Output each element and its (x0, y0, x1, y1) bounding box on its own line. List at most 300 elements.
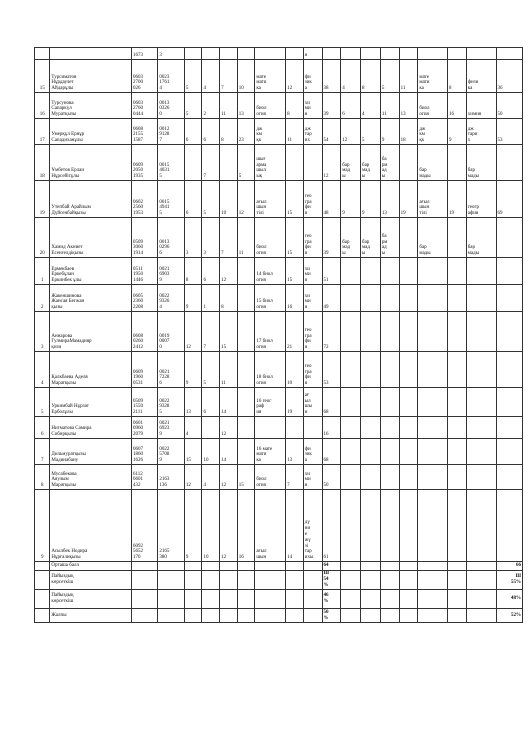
profile-score-1: 7 (286, 465, 304, 490)
total-score: 68 (322, 388, 341, 417)
student-name: Қалкбаева Аделя Маратқызы (50, 352, 132, 388)
score-cell: 5 (202, 181, 220, 218)
empty-cell (131, 590, 157, 609)
profile-subject-1: бар мады (418, 145, 448, 181)
score-cell (237, 48, 255, 60)
score-cell (341, 258, 361, 285)
profile-subject-1: 14 биол огия (255, 258, 286, 285)
empty-cell (448, 590, 467, 609)
score-cell (361, 48, 381, 60)
score-cell: 13 (237, 93, 255, 119)
student-id: 0511 1950 1446 (131, 258, 157, 285)
profile-subject-1: биол огия (255, 465, 286, 490)
score-cell: 13 (399, 93, 418, 119)
score-cell: 8 (184, 258, 202, 285)
profile-subject-2: физи ка (466, 60, 496, 93)
profile-subject-2: гео гра фи я (303, 181, 322, 218)
student-id: 0603 2700 026 (131, 60, 157, 93)
summary-label: Пайыздық көрсеткіш (50, 571, 132, 590)
empty-cell (202, 609, 220, 623)
profile-subject-1: 16 геог раф ия (255, 388, 286, 417)
empty-cell (255, 590, 286, 609)
student-name: Ұмбетов Ерлан Нұрсейітұлы (50, 145, 132, 181)
empty-cell (418, 609, 448, 623)
total-score: 12 (322, 145, 341, 181)
score-cell (341, 48, 361, 60)
empty-cell (448, 571, 467, 590)
profile-subject-2 (466, 285, 496, 312)
student-name: Дильмуратқызы Мадинабану (50, 439, 132, 465)
student-code: 0015 4941 5 (158, 181, 184, 218)
summary-label: Орташа балл (50, 562, 132, 571)
empty-cell (220, 590, 238, 609)
score-cell (380, 388, 399, 417)
profile-score-1 (448, 490, 467, 562)
score-cell: 5 (184, 93, 202, 119)
student-id: 0607 1860 1626 (131, 439, 157, 465)
profile-subject-2: дү ни е жү зі тар ихы (303, 490, 322, 562)
profile-score-1: 19 (448, 181, 467, 218)
score-cell (399, 465, 418, 490)
student-id: 6092 5652 170 (131, 490, 157, 562)
total-score (496, 490, 523, 562)
summary-row (35, 571, 523, 590)
row-number: 6 (35, 417, 50, 439)
summary-label: Пайыздық көрсеткіш (50, 590, 132, 609)
profile-score-1: 13 (286, 439, 304, 465)
score-cell (341, 285, 361, 312)
empty-cell (303, 609, 322, 623)
profile-subject-1: ағыл шын тілі (255, 181, 286, 218)
score-cell (399, 312, 418, 352)
total-score (496, 312, 523, 352)
student-id: 0602 2560 1953 (131, 181, 157, 218)
score-cell: бар мад ы (341, 145, 361, 181)
profile-subject-1 (418, 490, 448, 562)
summary-value-exam1: 46 % (322, 590, 341, 609)
score-cell (237, 352, 255, 388)
score-cell (237, 439, 255, 465)
student-code: 0021 6903 9 (158, 258, 184, 285)
total-score: 16 (322, 417, 341, 439)
profile-subject-2 (466, 490, 496, 562)
summary-value-exam2: 52% (496, 609, 523, 623)
profile-subject-2: гео гра фи я (303, 218, 322, 258)
score-cell: 6 (202, 119, 220, 145)
profile-subject-2: фи зик а (303, 60, 322, 93)
score-cell: бар мад ы (361, 218, 381, 258)
empty-cell (418, 562, 448, 571)
student-name (50, 48, 132, 60)
profile-subject-2: ағ ыл шы н (303, 388, 322, 417)
empty-cell (399, 571, 418, 590)
profile-subject-1: мате мати ка (418, 60, 448, 93)
student-id: 0608 2155 1587 (131, 119, 157, 145)
table-row (35, 388, 523, 417)
total-score (496, 352, 523, 388)
empty-cell (380, 590, 399, 609)
score-cell: 9 (184, 352, 202, 388)
empty-cell (237, 609, 255, 623)
profile-score-1: 15 (286, 181, 304, 218)
student-id: 0609 2050 1935 (131, 145, 157, 181)
empty-cell (286, 609, 304, 623)
empty-cell (448, 562, 467, 571)
empty-cell (131, 571, 157, 590)
score-cell (202, 48, 220, 60)
score-cell: 9 (361, 181, 381, 218)
student-name: Жакеншинова Жансая Бегжан қызы (50, 285, 132, 312)
empty-cell (237, 590, 255, 609)
score-cell (237, 312, 255, 352)
table-row (35, 417, 523, 439)
profile-subject-1: 15 биол огия (255, 285, 286, 312)
score-cell (361, 258, 381, 285)
student-code: 0021 6923 9 (158, 417, 184, 439)
total-score: 50 (496, 93, 523, 119)
score-cell: 15 (237, 465, 255, 490)
student-name: Утепбай Арайлым Дүйсенбайқызы (50, 181, 132, 218)
row-number: 4 (35, 352, 50, 388)
profile-score-1 (448, 258, 467, 285)
score-cell: 10 (220, 181, 238, 218)
student-name: Ермекбаев Еркебұлан Еркинбек ұлы (50, 258, 132, 285)
profile-subject-2: химия (466, 93, 496, 119)
student-code: 0013 0296 6 (158, 218, 184, 258)
score-cell: 9 (341, 181, 361, 218)
summary-row (35, 562, 523, 571)
student-name: Турсиматов Нұрдаулет Айдарұлы (50, 60, 132, 93)
score-cell: 9 (380, 119, 399, 145)
table-row (35, 93, 523, 119)
score-cell (202, 417, 220, 439)
score-cell (341, 312, 361, 352)
score-cell: 5 (237, 145, 255, 181)
score-cell: 4 (202, 60, 220, 93)
score-cell: 14 (220, 439, 238, 465)
total-score: 36 (496, 60, 523, 93)
score-cell (380, 258, 399, 285)
total-score (496, 48, 523, 60)
row-number: 15 (35, 60, 50, 93)
score-cell (399, 218, 418, 258)
score-cell (399, 285, 418, 312)
profile-score-1: 12 (286, 60, 304, 93)
score-cell: 6 (202, 388, 220, 417)
empty-cell (255, 562, 286, 571)
profile-score-1: 15 (286, 258, 304, 285)
profile-subject-2 (466, 48, 496, 60)
score-cell: 3 (202, 218, 220, 258)
row-number: 19 (35, 181, 50, 218)
score-cell: 7 (220, 60, 238, 93)
student-name: Мусабекова Аяулым Маратқызы (50, 465, 132, 490)
score-cell: 6 (184, 181, 202, 218)
table-row (35, 490, 523, 562)
profile-subject-1 (255, 417, 286, 439)
profile-subject-1: шығ арма шыл ық (255, 145, 286, 181)
profile-subject-2 (466, 465, 496, 490)
profile-subject-2 (303, 145, 322, 181)
empty-cell (35, 562, 50, 571)
row-number: 7 (35, 439, 50, 465)
student-code: 3 (158, 48, 184, 60)
profile-score-1 (448, 388, 467, 417)
profile-subject-1: мате мати ка (255, 60, 286, 93)
score-cell (380, 312, 399, 352)
profile-score-1: 11 (286, 119, 304, 145)
score-cell: 23 (237, 119, 255, 145)
total-score: 54 (322, 119, 341, 145)
score-cell: 18 (399, 119, 418, 145)
total-score: 48 (322, 181, 341, 218)
score-cell: бар мад ы (361, 145, 381, 181)
profile-score-1: 14 (286, 490, 304, 562)
score-cell: 12 (237, 181, 255, 218)
profile-score-1: 21 (286, 312, 304, 352)
empty-cell (361, 571, 381, 590)
score-cell (399, 439, 418, 465)
empty-cell (184, 562, 202, 571)
score-cell (380, 465, 399, 490)
summary-value-exam1: 64 (322, 562, 341, 571)
profile-score-1: 16 (448, 93, 467, 119)
profile-subject-2 (466, 388, 496, 417)
table-row (35, 119, 523, 145)
profile-subject-2: хи ми я (303, 285, 322, 312)
empty-cell (255, 571, 286, 590)
score-cell: 10 (202, 439, 220, 465)
profile-subject-2: фи зик а (303, 439, 322, 465)
student-name: Нигматова Самира Собирқызы (50, 417, 132, 439)
score-cell (361, 312, 381, 352)
score-cell: 10 (237, 60, 255, 93)
score-cell: 15 (184, 439, 202, 465)
empty-cell (341, 571, 361, 590)
score-cell: 10 (202, 490, 220, 562)
table-row (35, 465, 523, 490)
table-row (35, 181, 523, 218)
student-id: 0608 0260 2412 (131, 312, 157, 352)
student-id: 0603 2760 0444 (131, 93, 157, 119)
score-cell: 13 (380, 181, 399, 218)
empty-cell (466, 609, 496, 623)
score-cell: 12 (341, 119, 361, 145)
table-row (35, 285, 523, 312)
profile-subject-1 (418, 285, 448, 312)
empty-cell (286, 571, 304, 590)
score-cell: 8 (220, 119, 238, 145)
profile-subject-2: геогр афия (466, 181, 496, 218)
score-cell: 5 (380, 60, 399, 93)
empty-cell (220, 609, 238, 623)
score-cell (380, 48, 399, 60)
profile-score-1 (448, 285, 467, 312)
score-cell: 13 (184, 388, 202, 417)
score-cell (341, 388, 361, 417)
empty-cell (303, 590, 322, 609)
row-number: 1 (35, 258, 50, 285)
student-name: Уркимбай Нұрзат Ерболұлы (50, 388, 132, 417)
table-row (35, 439, 523, 465)
score-cell: 12 (184, 312, 202, 352)
score-cell (361, 490, 381, 562)
student-code: 2165 380 (158, 490, 184, 562)
empty-cell (361, 609, 381, 623)
score-cell: 8 (361, 60, 381, 93)
profile-subject-2 (466, 352, 496, 388)
total-score (496, 439, 523, 465)
score-cell: 4 (341, 60, 361, 93)
total-score (496, 388, 523, 417)
score-cell: 6 (202, 258, 220, 285)
score-cell (341, 439, 361, 465)
empty-cell (158, 562, 184, 571)
empty-cell (286, 590, 304, 609)
empty-cell (184, 571, 202, 590)
results-table (34, 47, 523, 623)
score-cell: 4 (202, 465, 220, 490)
score-cell (361, 352, 381, 388)
score-cell: 11 (380, 93, 399, 119)
total-score: 68 (322, 439, 341, 465)
empty-cell (303, 562, 322, 571)
score-cell (361, 388, 381, 417)
empty-cell (399, 609, 418, 623)
score-cell: 4 (184, 417, 202, 439)
score-cell: 2 (202, 93, 220, 119)
student-code: 0019 0007 0 (158, 312, 184, 352)
score-cell: 7 (202, 312, 220, 352)
score-cell: ба рм ад ы (380, 218, 399, 258)
total-score (322, 48, 341, 60)
score-cell (341, 352, 361, 388)
empty-cell (237, 562, 255, 571)
total-score: 69 (496, 181, 523, 218)
profile-score-1 (448, 439, 467, 465)
profile-subject-2: хи ми я (303, 258, 322, 285)
profile-subject-1: ағыл шын (255, 490, 286, 562)
table-row (35, 312, 523, 352)
row-number: 8 (35, 465, 50, 490)
empty-cell (341, 562, 361, 571)
score-cell (380, 490, 399, 562)
row-number: 3 (35, 312, 50, 352)
score-cell: бар мад ы (341, 218, 361, 258)
profile-score-1 (448, 218, 467, 258)
empty-cell (202, 571, 220, 590)
profile-score-1 (448, 312, 467, 352)
score-cell (361, 285, 381, 312)
score-cell (341, 490, 361, 562)
score-cell (399, 388, 418, 417)
score-cell: 12 (220, 465, 238, 490)
profile-subject-2: бар мады (466, 218, 496, 258)
score-cell: 11 (220, 93, 238, 119)
score-cell (184, 48, 202, 60)
table-row (35, 258, 523, 285)
total-score: 38 (322, 60, 341, 93)
total-score (496, 285, 523, 312)
total-score (496, 145, 523, 181)
score-cell: ба рм ад ы (380, 145, 399, 181)
table-row (35, 48, 523, 60)
score-cell (380, 352, 399, 388)
profile-subject-2 (466, 312, 496, 352)
empty-cell (286, 562, 304, 571)
profile-score-1: 16 (286, 285, 304, 312)
score-cell: 1 (202, 285, 220, 312)
total-score: 39 (322, 93, 341, 119)
score-cell: 16 (237, 490, 255, 562)
student-id: 0509 1550 2111 (131, 388, 157, 417)
empty-cell (202, 562, 220, 571)
score-cell: 12 (220, 490, 238, 562)
empty-cell (361, 590, 381, 609)
score-cell (361, 417, 381, 439)
profile-subject-2 (466, 258, 496, 285)
summary-value-exam1: Ш 54 % (322, 571, 341, 590)
summary-value-exam1: 50 % (322, 609, 341, 623)
total-score (496, 465, 523, 490)
total-score: 53 (322, 352, 341, 388)
score-cell (341, 417, 361, 439)
score-cell (399, 417, 418, 439)
profile-subject-2: гео гра фи я (303, 352, 322, 388)
profile-subject-2: я (303, 48, 322, 60)
profile-subject-1: дж км қк (255, 119, 286, 145)
score-cell (237, 388, 255, 417)
score-cell: 11 (399, 60, 418, 93)
score-cell (361, 439, 381, 465)
student-name: Умерқұл Ернұр Сападиханұлы (50, 119, 132, 145)
student-name: Аннарова ГулмираМамадияр қизи (50, 312, 132, 352)
student-id: 0605 2360 2208 (131, 285, 157, 312)
student-id: 1673 (131, 48, 157, 60)
student-id: 6112 6601 432 (131, 465, 157, 490)
score-cell (341, 465, 361, 490)
empty-cell (466, 571, 496, 590)
profile-score-1 (448, 352, 467, 388)
profile-score-1 (286, 48, 304, 60)
student-id: 0609 1960 0531 (131, 352, 157, 388)
profile-score-1 (286, 417, 304, 439)
profile-subject-1: биол огия (255, 218, 286, 258)
score-cell (220, 145, 238, 181)
profile-subject-2: бар мады (466, 145, 496, 181)
score-cell: 12 (184, 465, 202, 490)
score-cell (220, 48, 238, 60)
summary-row (35, 609, 523, 623)
row-number (35, 48, 50, 60)
student-id: 0601 0960 2079 (131, 417, 157, 439)
student-code: 0022 9326 4 (158, 285, 184, 312)
empty-cell (35, 609, 50, 623)
empty-cell (158, 590, 184, 609)
row-number: 2 (35, 285, 50, 312)
score-cell (237, 258, 255, 285)
empty-cell (341, 609, 361, 623)
student-code: 0013 0326 0 (158, 93, 184, 119)
student-code: 0021 7228 6 (158, 352, 184, 388)
score-cell: 11 (237, 218, 255, 258)
profile-score-1 (448, 417, 467, 439)
student-code: 2163 136 (158, 465, 184, 490)
total-score: 51 (322, 258, 341, 285)
student-name: Турсунова Сапаркүл Муратқызы (50, 93, 132, 119)
summary-value-exam2: 66 (496, 562, 523, 571)
score-cell (361, 465, 381, 490)
